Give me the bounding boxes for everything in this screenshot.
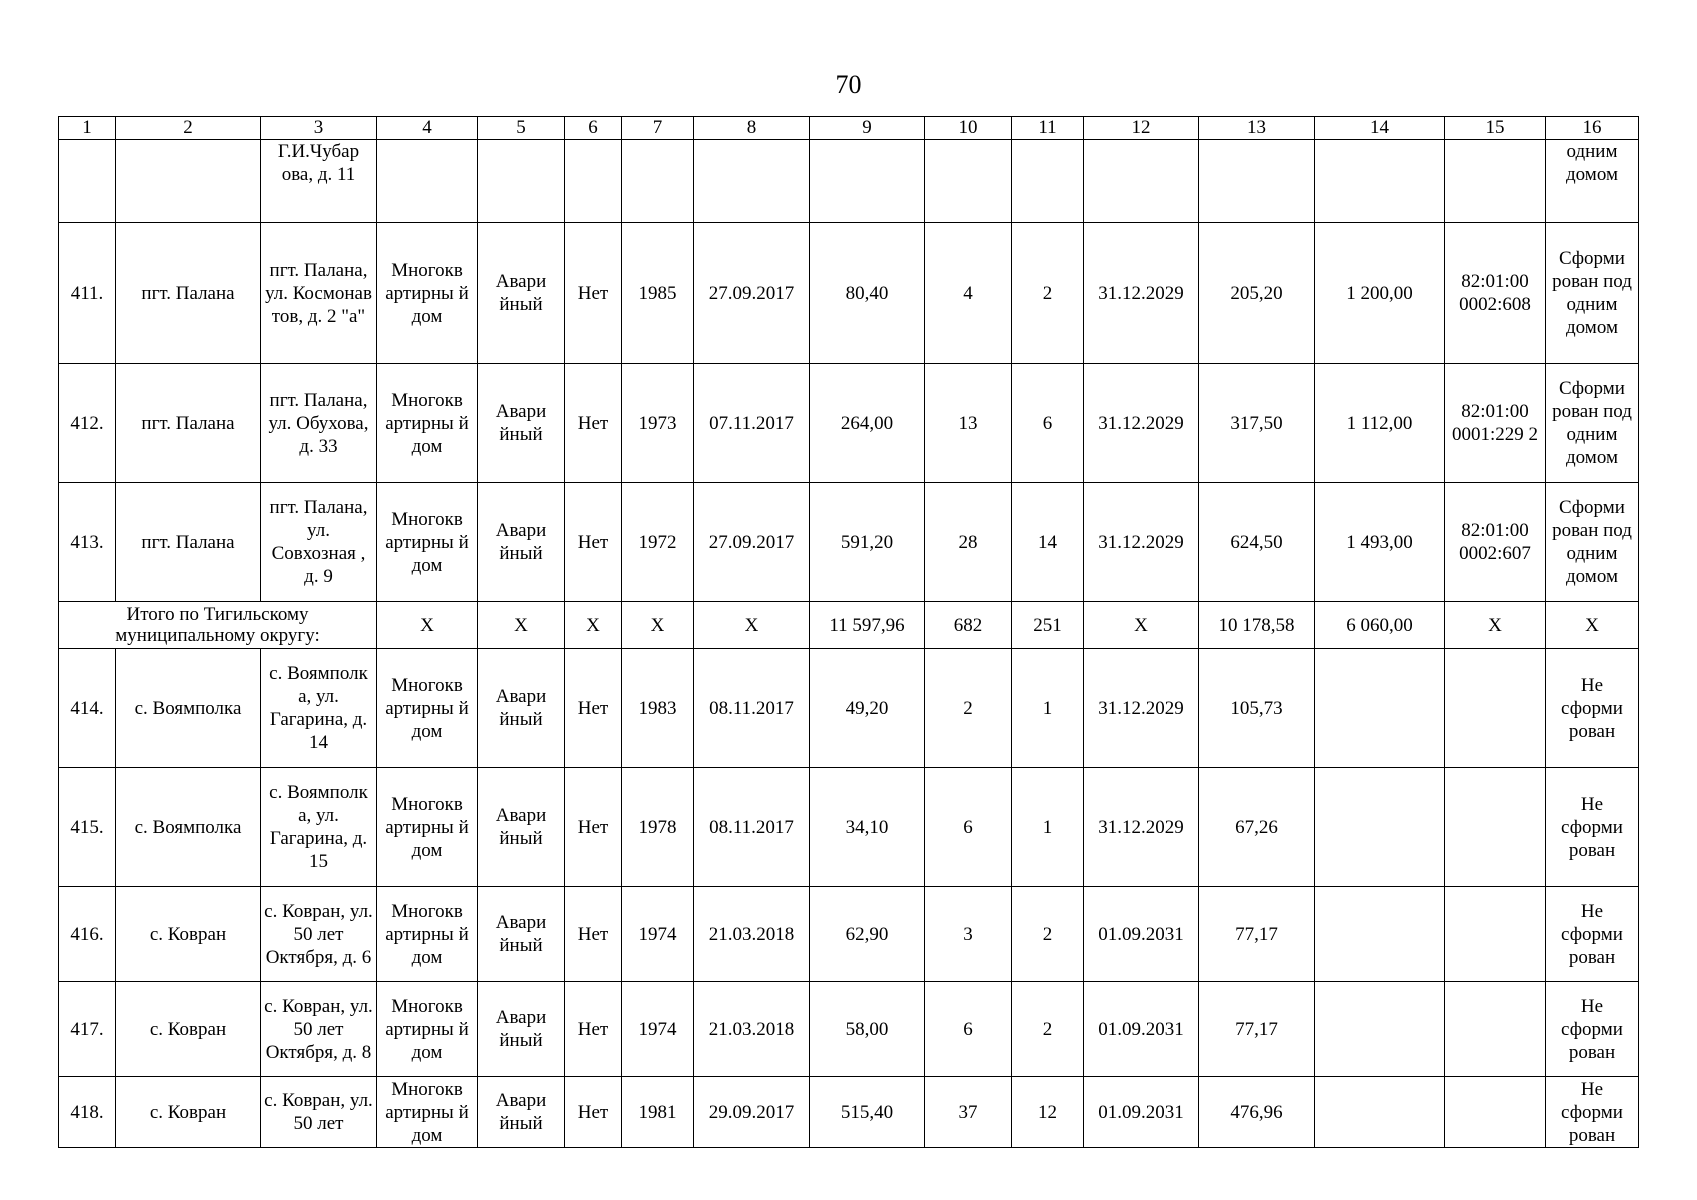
state-cell: Авари йный [478, 1077, 565, 1148]
col6-cell: Нет [565, 1077, 622, 1148]
deadline-cell: 01.09.2031 [1084, 982, 1199, 1077]
settlement-cell: пгт. Палана [116, 364, 261, 483]
total-cell: X [565, 602, 622, 649]
table-row [59, 223, 1639, 364]
col10-cell: 37 [925, 1077, 1012, 1148]
row-number-cell: 413. [59, 483, 116, 602]
col11-cell: 2 [1012, 887, 1084, 982]
total-cell: 6 060,00 [1315, 602, 1445, 649]
col10-cell: 6 [925, 982, 1012, 1077]
building-type-cell: Многокв артирны й дом [377, 483, 478, 602]
table-row [59, 649, 1639, 768]
col10-cell: 4 [925, 223, 1012, 364]
col11-cell: 1 [1012, 649, 1084, 768]
cell-empty [1199, 140, 1315, 223]
year-cell: 1985 [622, 223, 694, 364]
settlement-cell: с. Воямполка [116, 768, 261, 887]
year-cell: 1974 [622, 887, 694, 982]
land-plot-status-cell: Не сформи рован [1546, 982, 1639, 1077]
deadline-cell: 31.12.2029 [1084, 649, 1199, 768]
col10-cell: 6 [925, 768, 1012, 887]
total-cell: X [1084, 602, 1199, 649]
address-cell: пгт. Палана, ул. Обухова, д. 33 [261, 364, 377, 483]
column-header: 2 [116, 117, 261, 140]
year-cell: 1974 [622, 982, 694, 1077]
address-cell: пгт. Палана, ул. Совхозная , д. 9 [261, 483, 377, 602]
col14-cell [1315, 1077, 1445, 1148]
col14-cell [1315, 982, 1445, 1077]
row-number-cell: 415. [59, 768, 116, 887]
total-label: Итого по Тигильскому муниципальному округу: [59, 602, 377, 649]
deadline-cell: 31.12.2029 [1084, 483, 1199, 602]
area-cell: 34,10 [810, 768, 925, 887]
col10-cell: 3 [925, 887, 1012, 982]
col13-cell: 317,50 [1199, 364, 1315, 483]
column-header: 12 [1084, 117, 1199, 140]
date-cell: 21.03.2018 [694, 982, 810, 1077]
table-row [59, 768, 1639, 887]
total-cell: X [478, 602, 565, 649]
cadastral-cell: 82:01:00 0002:608 [1445, 223, 1546, 364]
col13-cell: 476,96 [1199, 1077, 1315, 1148]
total-cell: X [377, 602, 478, 649]
building-type-cell: Многокв артирны й дом [377, 364, 478, 483]
column-header: 16 [1546, 117, 1639, 140]
building-type-cell: Многокв артирны й дом [377, 982, 478, 1077]
date-cell: 07.11.2017 [694, 364, 810, 483]
land-plot-status-cell: Сформи рован под одним домом [1546, 364, 1639, 483]
area-cell: 80,40 [810, 223, 925, 364]
total-cell: X [1445, 602, 1546, 649]
date-cell: 21.03.2018 [694, 887, 810, 982]
cell-empty [1315, 140, 1445, 223]
address-cell: пгт. Палана, ул. Космонав тов, д. 2 "а" [261, 223, 377, 364]
year-cell: 1972 [622, 483, 694, 602]
land-plot-status-cell: Не сформи рован [1546, 649, 1639, 768]
cadastral-cell: 82:01:00 0001:229 2 [1445, 364, 1546, 483]
row-number-cell: 416. [59, 887, 116, 982]
state-cell: Авари йный [478, 768, 565, 887]
col6-cell: Нет [565, 364, 622, 483]
col11-cell: 6 [1012, 364, 1084, 483]
area-cell: 49,20 [810, 649, 925, 768]
col14-cell: 1 112,00 [1315, 364, 1445, 483]
col14-cell [1315, 887, 1445, 982]
address-cell: с. Ковран, ул. 50 лет Октября, д. 8 [261, 982, 377, 1077]
col14-cell: 1 200,00 [1315, 223, 1445, 364]
land-plot-status-cell: Сформи рован под одним домом [1546, 483, 1639, 602]
cadastral-cell [1445, 1077, 1546, 1148]
cadastral-cell: 82:01:00 0002:607 [1445, 483, 1546, 602]
col13-cell: 77,17 [1199, 982, 1315, 1077]
table-row [59, 1077, 1639, 1148]
settlement-cell: пгт. Палана [116, 483, 261, 602]
address-cell: с. Ковран, ул. 50 лет [261, 1077, 377, 1148]
table-row [59, 364, 1639, 483]
deadline-cell: 31.12.2029 [1084, 223, 1199, 364]
cadastral-cell [1445, 887, 1546, 982]
column-header: 1 [59, 117, 116, 140]
land-plot-status-cell: Сформи рован под одним домом [1546, 223, 1639, 364]
total-cell: 10 178,58 [1199, 602, 1315, 649]
col6-cell: Нет [565, 223, 622, 364]
column-number-header [59, 117, 1639, 140]
deadline-cell: 31.12.2029 [1084, 364, 1199, 483]
housing-registry-table [58, 116, 1639, 1148]
col11-cell: 2 [1012, 982, 1084, 1077]
date-cell: 27.09.2017 [694, 223, 810, 364]
column-header: 9 [810, 117, 925, 140]
column-header: 10 [925, 117, 1012, 140]
col10-cell: 2 [925, 649, 1012, 768]
table-row-continuation [59, 140, 1639, 223]
column-header: 14 [1315, 117, 1445, 140]
address-cell: с. Воямполк а, ул. Гагарина, д. 15 [261, 768, 377, 887]
year-cell: 1978 [622, 768, 694, 887]
settlement-cell: с. Воямполка [116, 649, 261, 768]
col13-cell: 624,50 [1199, 483, 1315, 602]
cell-empty [59, 140, 116, 223]
land-plot-status-cell: Не сформи рован [1546, 1077, 1639, 1148]
total-area-cell: 11 597,96 [810, 602, 925, 649]
area-cell: 515,40 [810, 1077, 925, 1148]
col10-cell: 13 [925, 364, 1012, 483]
year-cell: 1973 [622, 364, 694, 483]
column-header: 15 [1445, 117, 1546, 140]
area-cell: 62,90 [810, 887, 925, 982]
total-cell: X [622, 602, 694, 649]
cadastral-cell [1445, 649, 1546, 768]
cell-empty [1084, 140, 1199, 223]
cadastral-cell [1445, 768, 1546, 887]
col13-cell: 205,20 [1199, 223, 1315, 364]
date-cell: 08.11.2017 [694, 768, 810, 887]
cell-empty [694, 140, 810, 223]
col6-cell: Нет [565, 887, 622, 982]
year-cell: 1981 [622, 1077, 694, 1148]
settlement-cell: пгт. Палана [116, 223, 261, 364]
col11-cell: 14 [1012, 483, 1084, 602]
total-row [59, 602, 1639, 649]
date-cell: 27.09.2017 [694, 483, 810, 602]
settlement-cell: с. Ковран [116, 982, 261, 1077]
area-cell: 58,00 [810, 982, 925, 1077]
state-cell: Авари йный [478, 364, 565, 483]
column-header: 7 [622, 117, 694, 140]
column-header: 3 [261, 117, 377, 140]
row-number-cell: 414. [59, 649, 116, 768]
cell-empty [565, 140, 622, 223]
col14-cell [1315, 649, 1445, 768]
land-plot-status-cell: одним домом [1546, 140, 1639, 223]
total-cell: X [694, 602, 810, 649]
land-plot-status-cell: Не сформи рован [1546, 887, 1639, 982]
state-cell: Авари йный [478, 982, 565, 1077]
state-cell: Авари йный [478, 483, 565, 602]
cell-empty [478, 140, 565, 223]
col14-cell: 1 493,00 [1315, 483, 1445, 602]
col10-cell: 28 [925, 483, 1012, 602]
building-type-cell: Многокв артирны й дом [377, 768, 478, 887]
total-cell: X [1546, 602, 1639, 649]
cell-empty [1445, 140, 1546, 223]
cell-empty [377, 140, 478, 223]
column-header: 5 [478, 117, 565, 140]
column-header: 8 [694, 117, 810, 140]
building-type-cell: Многокв артирны й дом [377, 887, 478, 982]
column-header: 13 [1199, 117, 1315, 140]
col11-cell: 1 [1012, 768, 1084, 887]
building-type-cell: Многокв артирны й дом [377, 223, 478, 364]
settlement-cell: с. Ковран [116, 887, 261, 982]
total-cell: 251 [1012, 602, 1084, 649]
col6-cell: Нет [565, 483, 622, 602]
deadline-cell: 01.09.2031 [1084, 1077, 1199, 1148]
col13-cell: 77,17 [1199, 887, 1315, 982]
row-number-cell: 411. [59, 223, 116, 364]
cell-empty [810, 140, 925, 223]
address-cell: с. Воямполк а, ул. Гагарина, д. 14 [261, 649, 377, 768]
state-cell: Авари йный [478, 887, 565, 982]
table-row [59, 483, 1639, 602]
building-type-cell: Многокв артирны й дом [377, 1077, 478, 1148]
col11-cell: 2 [1012, 223, 1084, 364]
state-cell: Авари йный [478, 223, 565, 364]
deadline-cell: 31.12.2029 [1084, 768, 1199, 887]
cell-empty [925, 140, 1012, 223]
column-header: 11 [1012, 117, 1084, 140]
area-cell: 264,00 [810, 364, 925, 483]
table-row [59, 982, 1639, 1077]
area-cell: 591,20 [810, 483, 925, 602]
col6-cell: Нет [565, 982, 622, 1077]
col11-cell: 12 [1012, 1077, 1084, 1148]
address-cell: Г.И.Чубар ова, д. 11 [261, 140, 377, 223]
total-cell: 682 [925, 602, 1012, 649]
year-cell: 1983 [622, 649, 694, 768]
land-plot-status-cell: Не сформи рован [1546, 768, 1639, 887]
col6-cell: Нет [565, 768, 622, 887]
building-type-cell: Многокв артирны й дом [377, 649, 478, 768]
address-cell: с. Ковран, ул. 50 лет Октября, д. 6 [261, 887, 377, 982]
cadastral-cell [1445, 982, 1546, 1077]
row-number-cell: 418. [59, 1077, 116, 1148]
cell-empty [622, 140, 694, 223]
state-cell: Авари йный [478, 649, 565, 768]
col13-cell: 105,73 [1199, 649, 1315, 768]
col6-cell: Нет [565, 649, 622, 768]
date-cell: 29.09.2017 [694, 1077, 810, 1148]
table-row [59, 887, 1639, 982]
cell-empty [116, 140, 261, 223]
col13-cell: 67,26 [1199, 768, 1315, 887]
cell-empty [1012, 140, 1084, 223]
col14-cell [1315, 768, 1445, 887]
column-header: 6 [565, 117, 622, 140]
page-number: 70 [835, 70, 862, 99]
row-number-cell: 417. [59, 982, 116, 1077]
deadline-cell: 01.09.2031 [1084, 887, 1199, 982]
date-cell: 08.11.2017 [694, 649, 810, 768]
row-number-cell: 412. [59, 364, 116, 483]
settlement-cell: с. Ковран [116, 1077, 261, 1148]
column-header: 4 [377, 117, 478, 140]
